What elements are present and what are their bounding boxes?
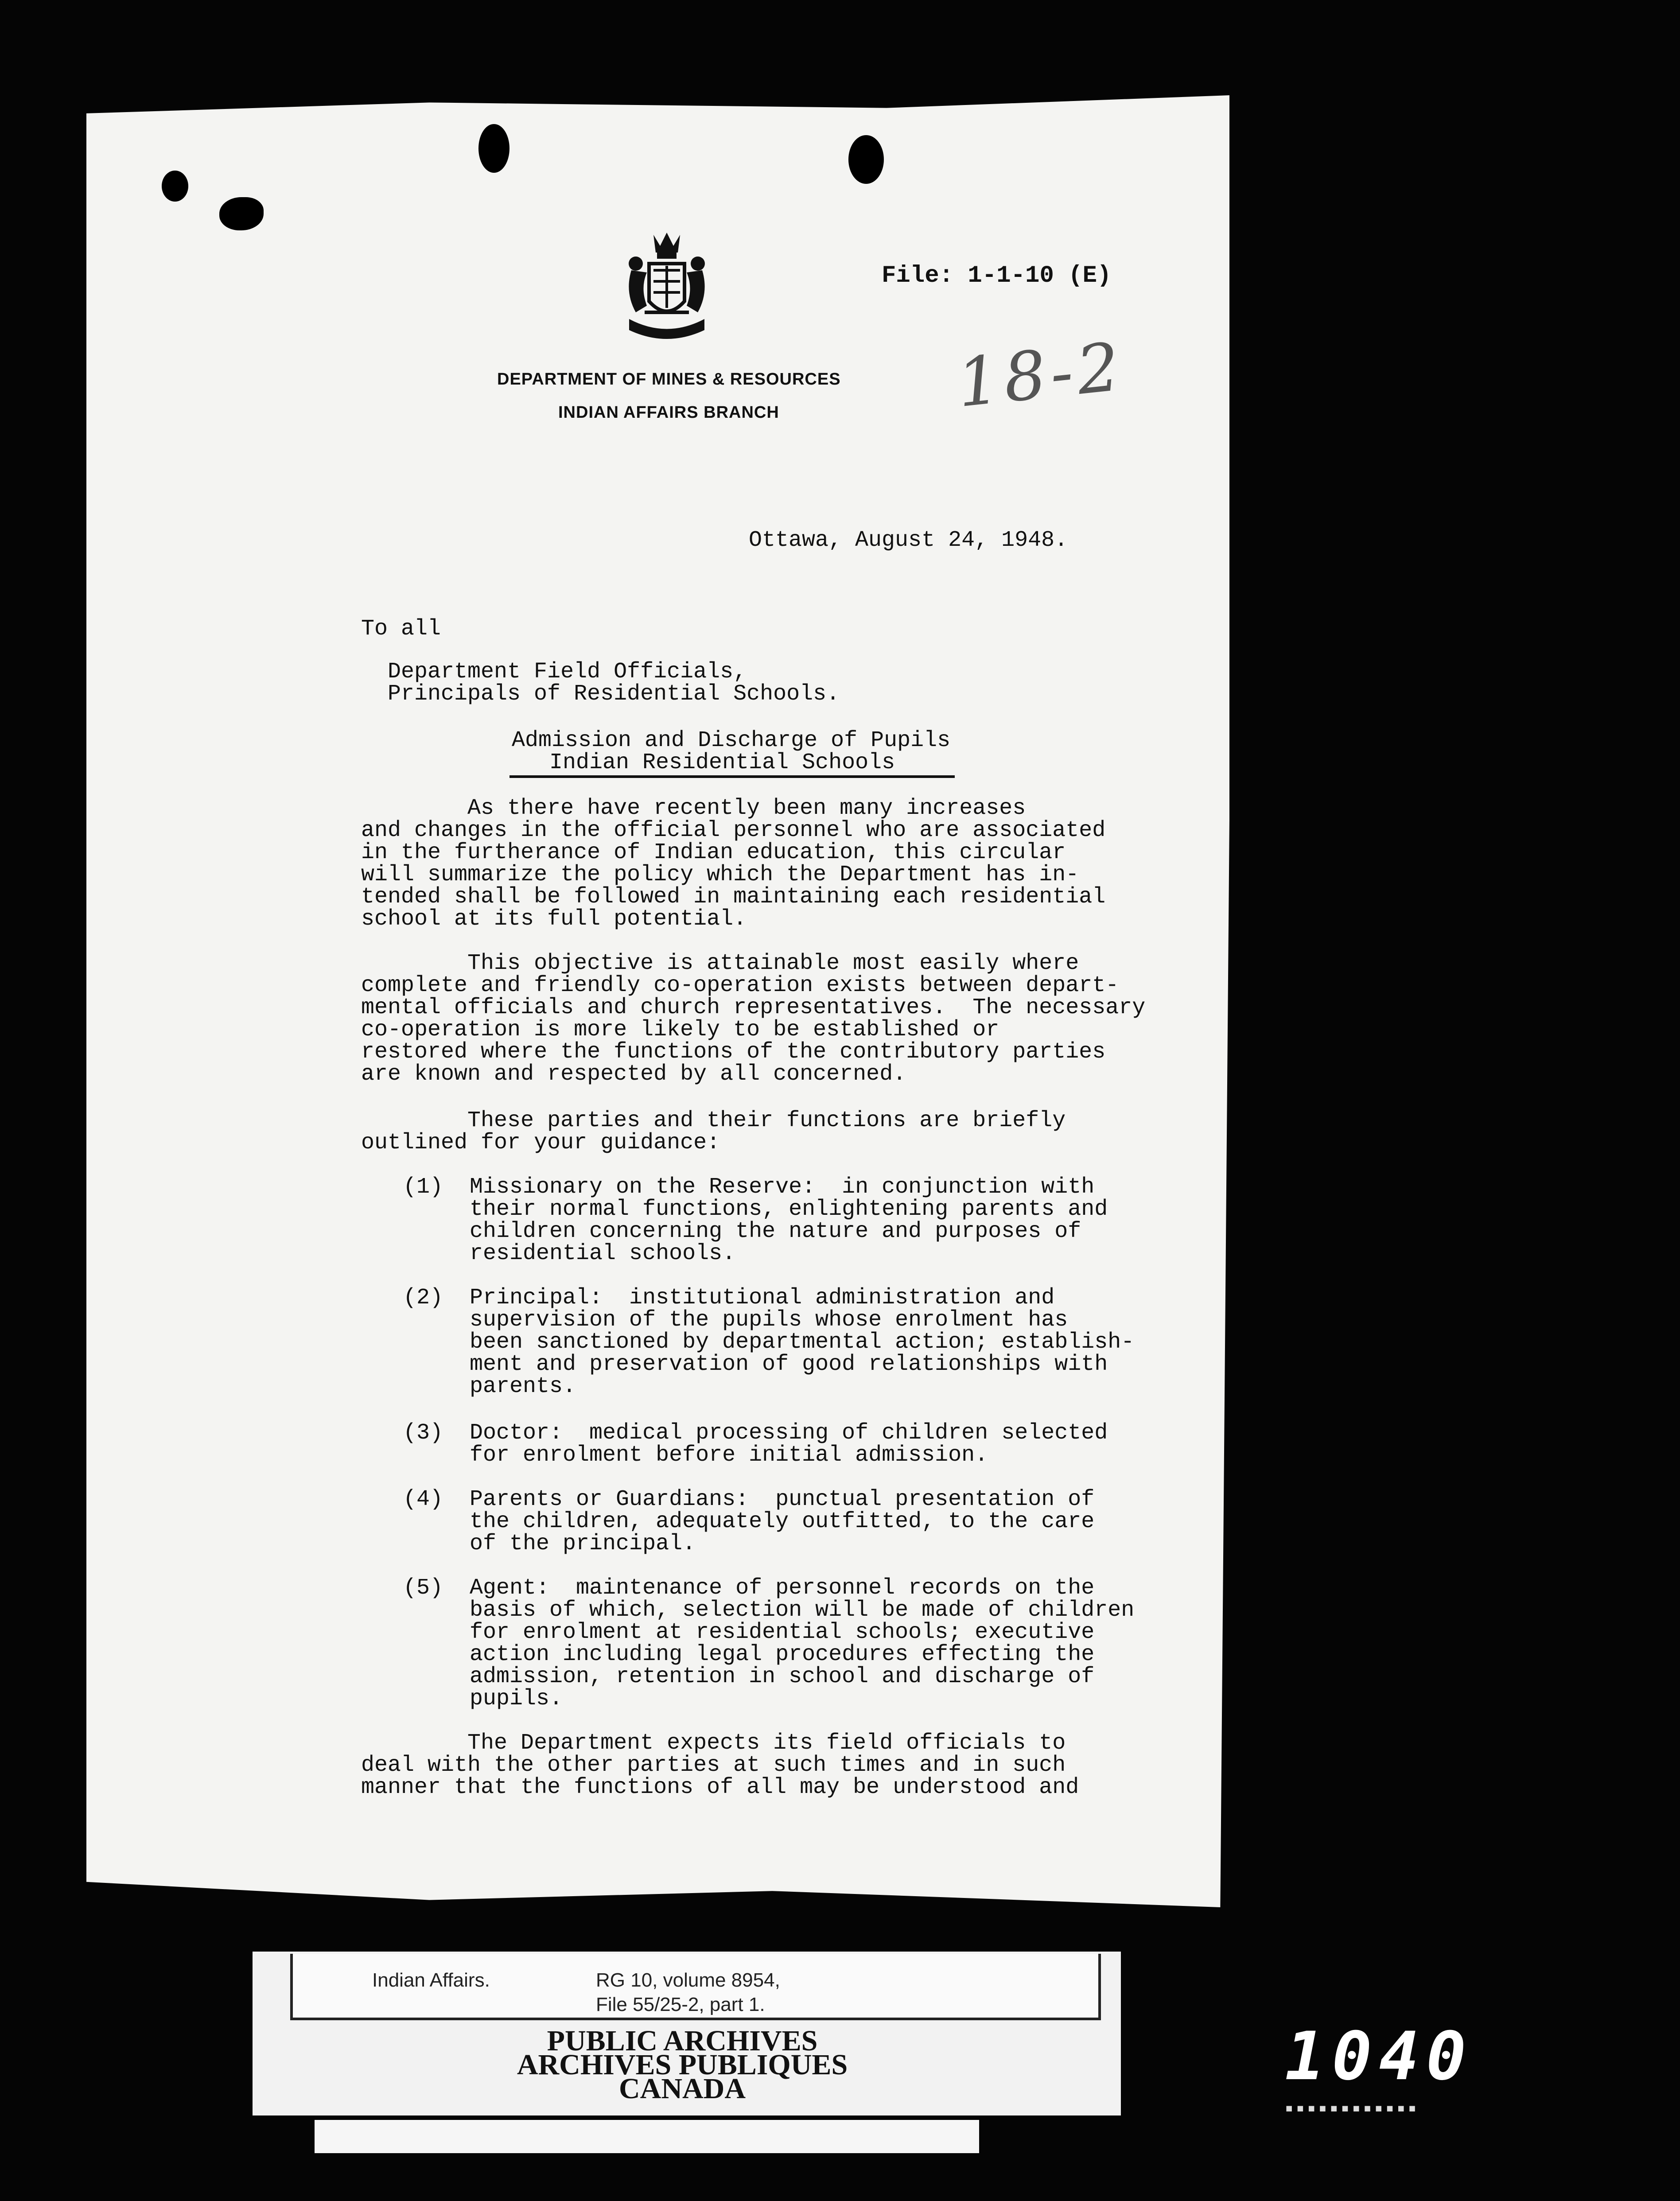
function-line: their normal functions, enlightening parents and [470,1197,1108,1222]
function-number: (2) [403,1285,443,1310]
punch-hole [162,171,188,202]
function-line: Principal: institutional administration and [470,1285,1055,1310]
department-name: DEPARTMENT OF MINES & RESOURCES [497,370,841,389]
paragraph-line: and changes in the official personnel who are associated [361,818,1106,843]
function-number: (1) [403,1174,443,1200]
punch-hole [219,197,264,230]
paragraph-line: school at its full potential. [361,906,747,932]
function-line: been sanctioned by departmental action; establish- [470,1330,1135,1355]
archive-stamp-line: ARCHIVES PUBLIQUES [517,2049,848,2081]
function-line: residential schools. [470,1241,736,1266]
paragraph-line: restored where the functions of the contributory parties [361,1039,1106,1065]
label-bottom-strip [315,2120,979,2153]
paragraph-line: This objective is attainable most easily where [361,951,1079,976]
function-line: parents. [470,1374,576,1399]
archive-fonds: Indian Affairs. [372,1969,490,1991]
counter-ticks: ▪▪▪▪▪▪▪▪▪▪▪▪ [1285,2099,1419,2116]
function-line: action including legal procedures effecting the [470,1642,1095,1667]
paragraph-line: outlined for your guidance: [361,1130,720,1155]
paragraph-line: co-operation is more likely to be established or [361,1017,999,1042]
paragraph-line: in the furtherance of Indian education, this circular [361,840,1066,865]
function-number: (4) [403,1487,443,1512]
paragraph-line: These parties and their functions are briefly [361,1108,1066,1133]
archive-stamp-line: PUBLIC ARCHIVES [547,2025,818,2057]
archive-reference: RG 10, volume 8954, [596,1969,780,1991]
function-line: supervision of the pupils whose enrolment has [470,1307,1068,1333]
function-line: Agent: maintenance of personnel records on the [470,1575,1095,1601]
frame-counter: 1040 [1285,2018,1474,2095]
function-line: basis of which, selection will be made of children [470,1598,1135,1623]
function-line: admission, retention in school and discharge of [470,1664,1095,1689]
function-number: (5) [403,1575,443,1601]
recipient-line: Principals of Residential Schools. [388,681,840,707]
function-line: ment and preservation of good relationships with [470,1352,1108,1377]
paragraph-line: mental officials and church representatives. The necessary [361,995,1146,1020]
function-line: the children, adequately outfitted, to the care [470,1509,1095,1534]
subject-underline [509,775,955,778]
subject-line: Indian Residential Schools [549,750,895,775]
coat-of-arms-icon [622,230,711,350]
closing-line: manner that the functions of all may be understood and [361,1775,1079,1800]
paragraph-line: tended shall be followed in maintaining each residential [361,884,1106,910]
punch-hole [478,124,509,173]
function-line: Parents or Guardians: punctual presentation of [470,1487,1095,1512]
date-line: Ottawa, August 24, 1948. [749,528,1068,553]
function-line: Missionary on the Reserve: in conjunction with [470,1174,1095,1200]
closing-line: deal with the other parties at such times and in such [361,1753,1066,1778]
archive-stamp-line: CANADA [619,2073,746,2105]
function-line: pupils. [470,1686,563,1711]
recipient-line: Department Field Officials, [388,659,747,684]
handwritten-note: 18-2 [953,328,1128,423]
branch-name: INDIAN AFFAIRS BRANCH [558,403,779,422]
paragraph-line: are known and respected by all concerned. [361,1062,906,1087]
subject-line: Admission and Discharge of Pupils [512,728,951,753]
paragraph-line: will summarize the policy which the Department has in- [361,862,1079,887]
archive-reference: File 55/25-2, part 1. [596,1994,765,2015]
salutation: To all [361,616,441,642]
function-line: for enrolment at residential schools; executive [470,1620,1095,1645]
function-line: for enrolment before initial admission. [470,1443,988,1468]
function-line: of the principal. [470,1531,696,1556]
file-reference: File: 1-1-10 (E) [882,262,1112,289]
paragraph-line: complete and friendly co-operation exists between depart- [361,973,1119,998]
function-number: (3) [403,1420,443,1446]
closing-line: The Department expects its field officials to [361,1730,1066,1756]
function-line: children concerning the nature and purposes of [470,1219,1081,1244]
function-line: Doctor: medical processing of children selected [470,1420,1108,1446]
punch-hole [848,135,884,184]
paragraph-line: As there have recently been many increases [361,796,1026,821]
